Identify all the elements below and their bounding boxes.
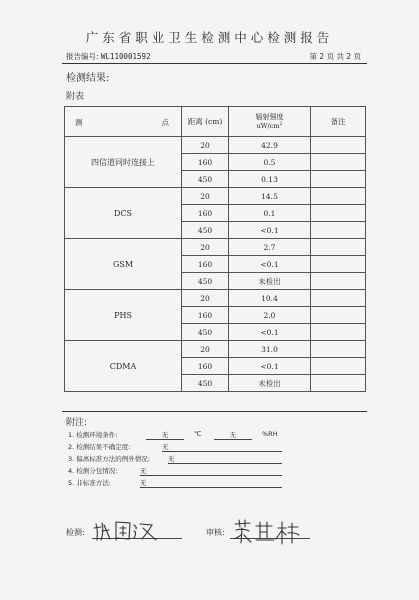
intensity-cell: <0.1 — [229, 222, 311, 239]
note-cell — [311, 256, 366, 273]
intensity-cell: <0.1 — [229, 358, 311, 375]
report-number-label: 报告编号: — [66, 52, 99, 61]
appendix-label: 附表 — [66, 92, 85, 102]
note-uncertainty — [68, 442, 169, 451]
distance-cell: 20 — [182, 137, 229, 154]
note-value: 无 — [140, 466, 282, 476]
note-temp-unit: ℃ — [194, 430, 202, 438]
header-value — [229, 107, 311, 137]
tester-signature — [92, 518, 162, 544]
note-label: 3. 偏离标准方法的例外情况: — [68, 455, 150, 463]
distance-cell: 450 — [182, 273, 229, 290]
table-row — [65, 188, 366, 205]
note-cell — [311, 341, 366, 358]
distance-cell: 160 — [182, 307, 229, 324]
measure-point-cell: DCS — [65, 188, 182, 239]
note-cell — [311, 290, 366, 307]
intensity-cell: 未检出 — [229, 375, 311, 392]
measure-point-cell: CDMA — [65, 341, 182, 392]
note-deviation — [68, 454, 175, 463]
measure-point-cell: 四信道同时连接上 — [65, 137, 182, 188]
intensity-cell: 42.9 — [229, 137, 311, 154]
note-environment — [68, 430, 278, 439]
intensity-cell: 2.0 — [229, 307, 311, 324]
distance-cell: 20 — [182, 188, 229, 205]
report-number-value: WL110001592 — [100, 52, 151, 61]
intensity-cell: 14.5 — [229, 188, 311, 205]
note-label: 1. 检测环境条件: — [68, 431, 118, 439]
intensity-cell: 31.0 — [229, 341, 311, 358]
results-heading: 检测结果: — [66, 73, 110, 84]
report-title: 广东省职业卫生检测中心检测报告 — [85, 30, 334, 45]
intensity-cell: 2.7 — [229, 239, 311, 256]
intensity-cell: <0.1 — [229, 256, 311, 273]
note-value: 无 — [162, 442, 282, 452]
note-cell — [311, 188, 366, 205]
note-label: 5. 非标准方法: — [68, 479, 111, 487]
measure-point-cell: PHS — [65, 290, 182, 341]
note-cell — [311, 324, 366, 341]
header-divider — [62, 63, 367, 64]
table-row — [65, 137, 366, 154]
header-value-title: 辐射强度 — [255, 113, 284, 122]
unit-text: uW/cm — [256, 122, 280, 131]
distance-cell: 450 — [182, 171, 229, 188]
header-distance: 距离 (cm) — [182, 107, 229, 137]
notes-title: 附注: — [66, 418, 88, 428]
table-row — [65, 341, 366, 358]
header-point — [65, 107, 182, 137]
distance-cell: 160 — [182, 205, 229, 222]
note-cell — [311, 137, 366, 154]
notes-divider — [62, 411, 367, 412]
unit-exponent: 2 — [279, 122, 283, 128]
intensity-cell: 0.5 — [229, 154, 311, 171]
note-cell — [311, 239, 366, 256]
table-header-row — [65, 107, 366, 137]
note-cell — [311, 375, 366, 392]
distance-cell: 450 — [182, 324, 229, 341]
intensity-cell: 0.13 — [229, 171, 311, 188]
tester-label: 检测: — [66, 528, 85, 537]
intensity-cell: 0.1 — [229, 205, 311, 222]
note-humidity-unit: %RH — [262, 430, 278, 438]
note-cell — [311, 171, 366, 188]
note-cell — [311, 222, 366, 239]
measure-point-cell: GSM — [65, 239, 182, 290]
table-row — [65, 239, 366, 256]
intensity-cell: 10.4 — [229, 290, 311, 307]
table-row — [65, 290, 366, 307]
note-cell — [311, 205, 366, 222]
note-cell — [311, 273, 366, 290]
note-temp-value: 无 — [146, 430, 184, 440]
header-point-right: 点 — [161, 118, 169, 127]
note-value: 无 — [168, 454, 282, 464]
intensity-cell: 未检出 — [229, 273, 311, 290]
note-value: 无 — [140, 478, 282, 488]
distance-cell: 160 — [182, 358, 229, 375]
reviewer-label: 审核: — [206, 528, 225, 537]
note-nonstandard — [68, 478, 147, 487]
distance-cell: 20 — [182, 239, 229, 256]
distance-cell: 450 — [182, 222, 229, 239]
intensity-cell: <0.1 — [229, 324, 311, 341]
reviewer-signature — [232, 518, 302, 546]
note-label: 2. 检测结果不确定度: — [68, 443, 131, 451]
distance-cell: 20 — [182, 341, 229, 358]
note-cell — [311, 307, 366, 324]
header-value-unit — [229, 122, 310, 130]
report-number — [66, 51, 151, 62]
header-note: 备注 — [311, 107, 366, 137]
header-point-left: 测 — [75, 118, 83, 127]
distance-cell: 160 — [182, 256, 229, 273]
note-label: 4. 检测分包情况: — [68, 467, 118, 475]
note-cell — [311, 154, 366, 171]
distance-cell: 160 — [182, 154, 229, 171]
results-table — [64, 106, 366, 392]
distance-cell: 20 — [182, 290, 229, 307]
note-subcontract — [68, 466, 147, 475]
note-cell — [311, 358, 366, 375]
note-humidity-value: 无 — [214, 430, 252, 440]
page-indicator: 第 2 页 共 2 页 — [309, 52, 361, 61]
distance-cell: 450 — [182, 375, 229, 392]
